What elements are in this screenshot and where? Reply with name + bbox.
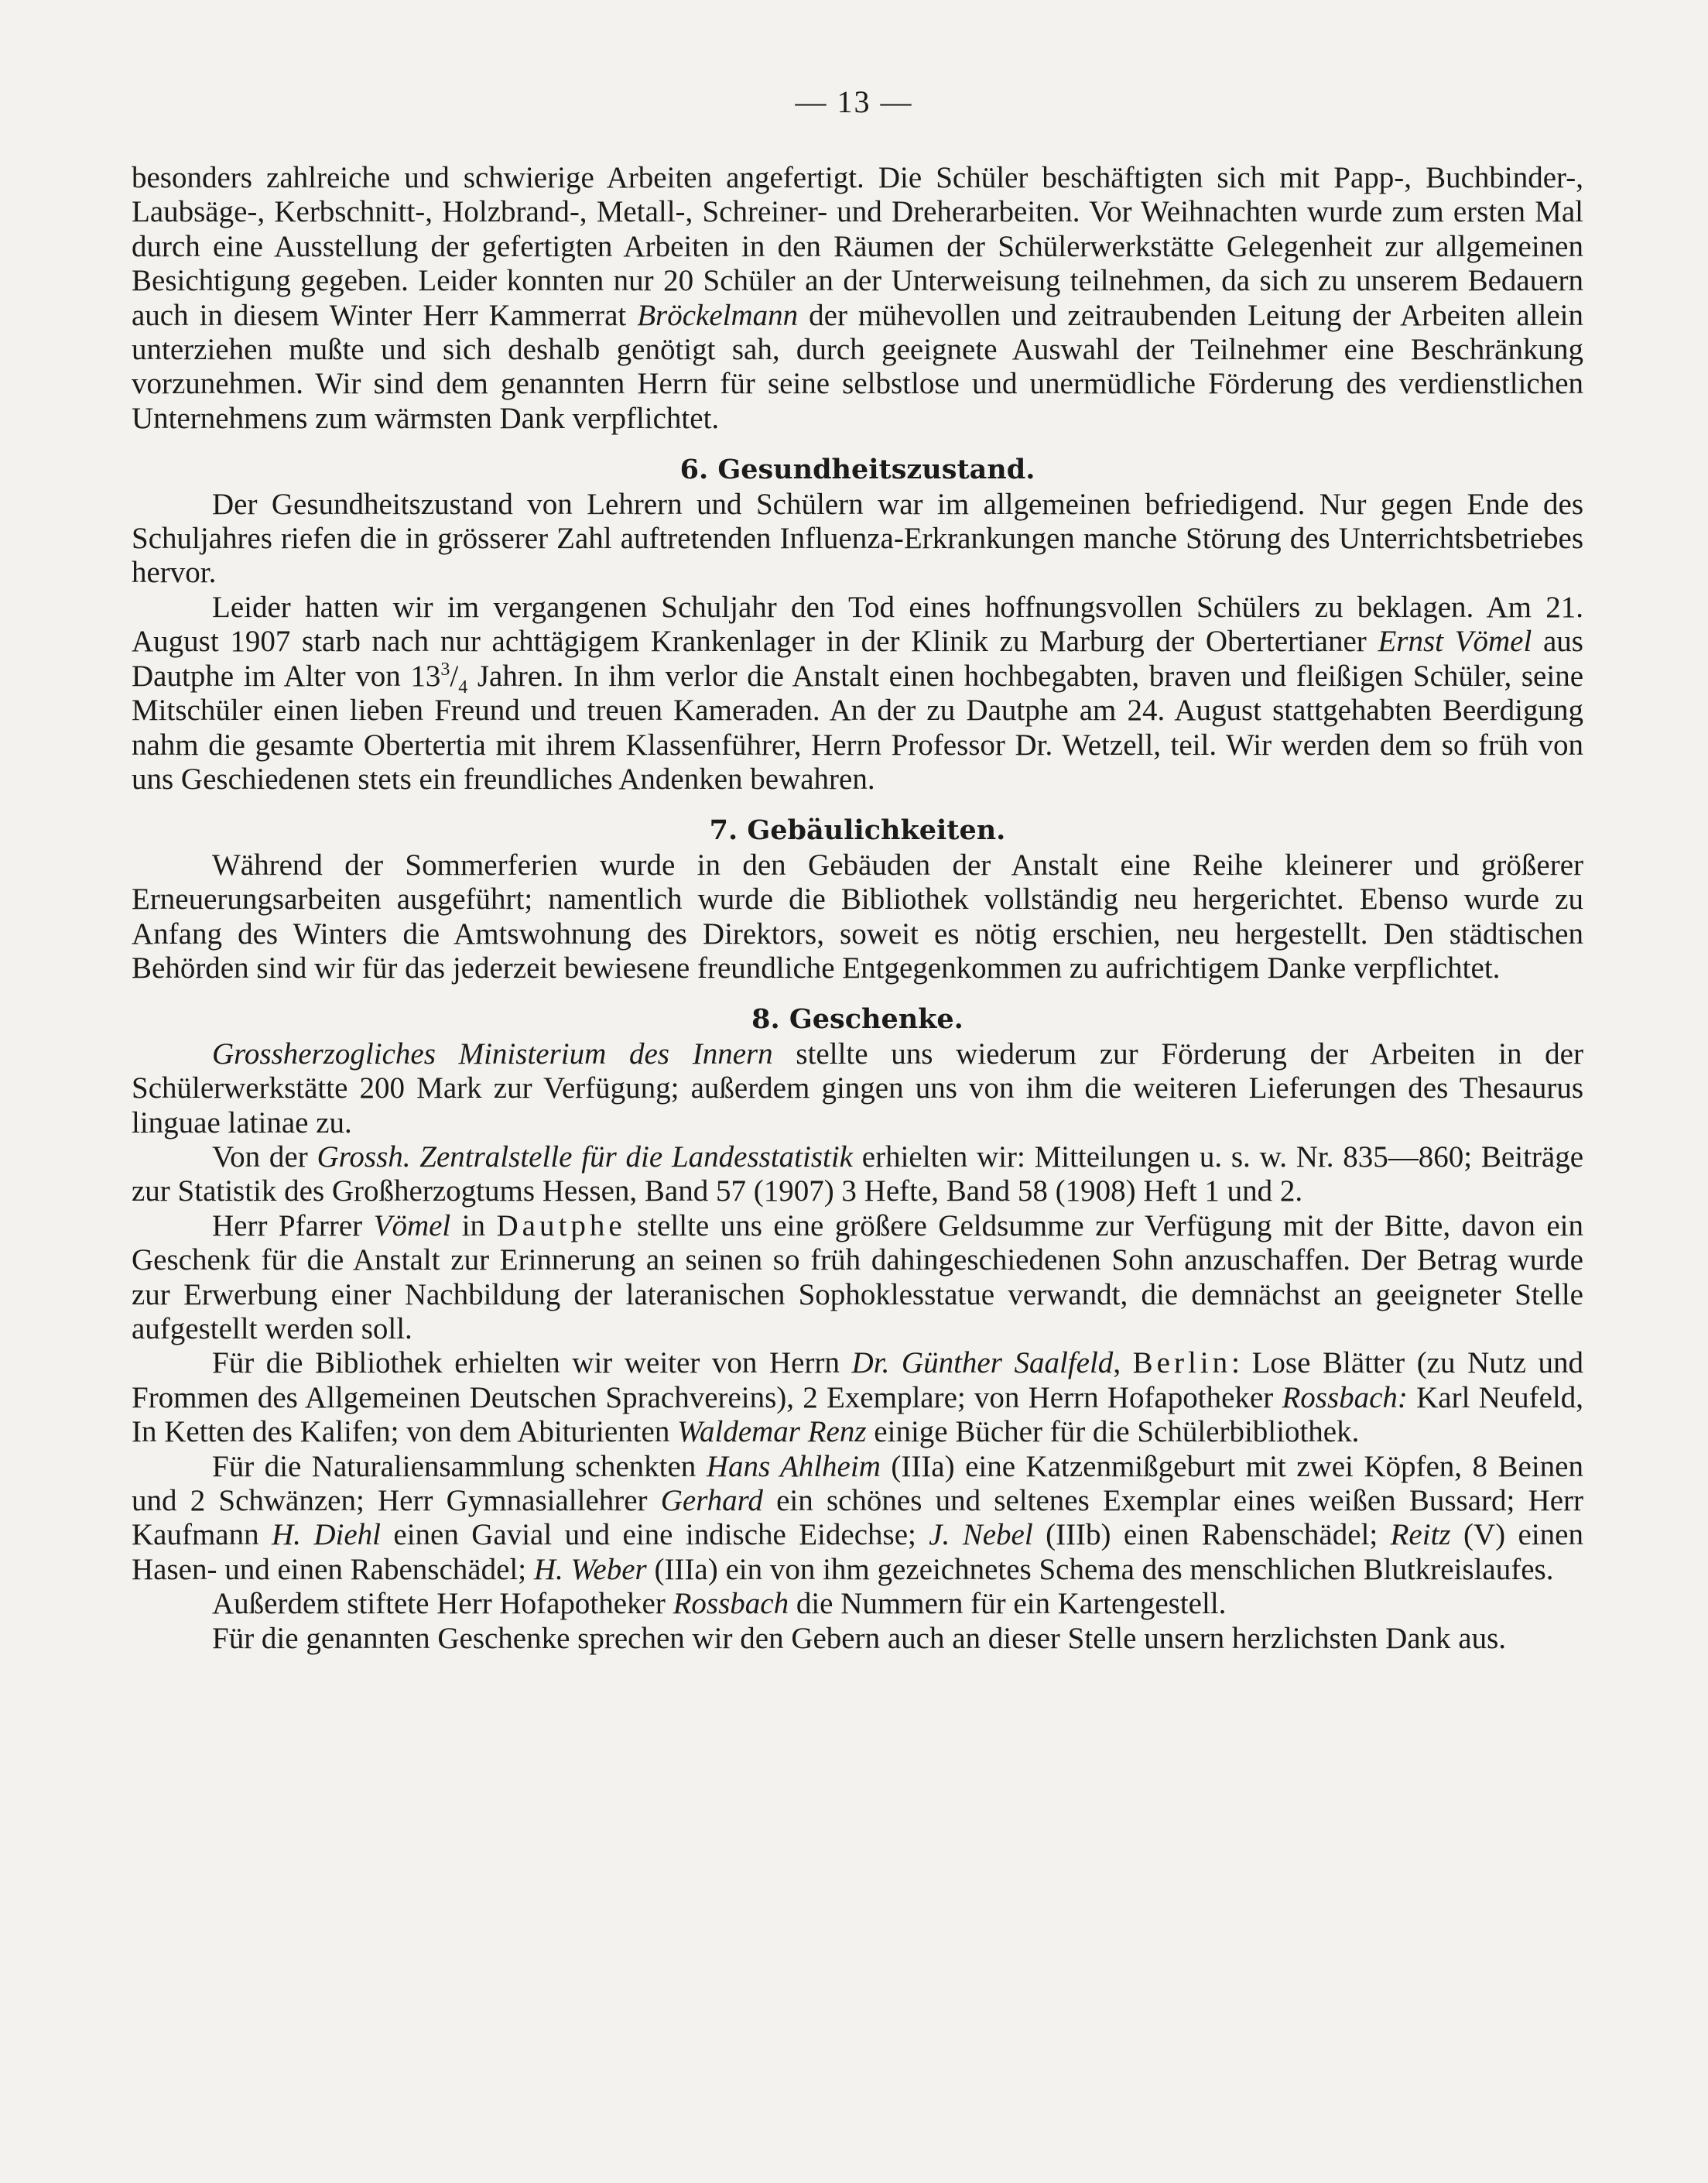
- text-run: aus Dautphe im Alter von 13: [132, 625, 1583, 693]
- paragraph: [132, 1209, 1583, 1347]
- paragraph: [132, 591, 1583, 797]
- paragraph: Für die genannten Geschenke sprechen wir den Gebern auch an dieser Stelle unsern herzlichsten Dank aus.: [212, 1621, 1507, 1655]
- person-name: J. Nebel: [929, 1518, 1033, 1552]
- person-name: Hans Ahlheim: [706, 1449, 881, 1483]
- person-name: H. Weber: [533, 1552, 647, 1586]
- text-run: besonders zahlreiche und schwierige Arbeiten angefertigt. Die Schüler beschäftigten sich mit Papp-, Buchbinder-, Laubsäge-, Kerbschnitt-, Holzbrand-, Metall-, Schreiner- und Dreherarbeiten. Vor Weihnachten wurde zum ersten Mal durch eine Ausstellung der gefertigten Arbeiten in den Räumen der Schülerwerkstätte Gelegenheit zur allgemeinen Besichtigung gegeben. Leider konnten nur 20 Schüler an der Unterweisung teilnehmen, da sich zu unserem Bedauern auch in diesem Winter Herr Kammerrat: [132, 161, 1583, 332]
- institution-name: Grossh. Zentralstelle für die Landesstatistik: [317, 1139, 853, 1174]
- text-run: ,: [1113, 1346, 1133, 1380]
- paragraph: [132, 1587, 1583, 1621]
- paragraph: [132, 1346, 1583, 1449]
- page-number: — 13 —: [795, 84, 913, 119]
- person-name: Waldemar Renz: [677, 1415, 867, 1449]
- text-run: der mühevollen und zeitraubenden Leitung der Arbeiten allein unterziehen mußte und sich deshalb genötigt sah, durch geeignete Auswahl der Teilnehmer eine Beschränkung vorzunehmen. Wir sind dem genannten Herrn für seine selbstlose und unermüdliche Förderung des verdienstlichen Unternehmens zum wärmsten Dank verpflichtet.: [132, 298, 1584, 435]
- text-run: Herr Pfarrer: [212, 1208, 374, 1242]
- text-run: Karl Neufeld, In Ketten des Kalifen; von dem Abiturienten: [132, 1380, 1584, 1449]
- section-heading-7: 7. Gebäulichkeiten.: [709, 814, 1006, 847]
- text-run: einige Bücher für die Schülerbibliothek.: [866, 1415, 1360, 1449]
- text-run: Außerdem stiftete Herr Hofapotheker: [212, 1587, 673, 1621]
- place-name: Berlin: [1132, 1346, 1232, 1380]
- fraction-slash: /: [450, 659, 459, 693]
- document-body: [132, 161, 1583, 1656]
- person-name: Bröckelmann: [637, 298, 799, 332]
- section-heading-6: 6. Gesundheitszustand.: [679, 454, 1035, 486]
- text-run: Von der: [212, 1139, 317, 1174]
- person-name: Rossbach:: [1282, 1380, 1408, 1414]
- text-run: Leider hatten wir im vergangenen Schuljahr den Tod eines hoffnungsvollen Schülers zu beklagen. Am 21. August 1907 starb nach nur achttägigem Krankenlager in der Klinik zu Marburg der Obertertianer: [132, 590, 1583, 659]
- paragraph: Während der Sommerferien wurde in den Gebäuden der Anstalt eine Reihe kleinerer und größerer Erneuerungsarbeiten ausgeführt; namentlich wurde die Bibliothek vollständig neu hergerichtet. Ebenso wurde zu Anfang des Winters die Amtswohnung des Direktors, soweit es nötig erschien, neu hergestellt. Den städtischen Behörden sind wir für das jederzeit bewiesene freundliche Entgegenkommen zu aufrichtigem Danke verpflichtet.: [132, 848, 1583, 985]
- text-run: (V) einen Hasen- und einen Rabenschädel;: [132, 1518, 1583, 1586]
- section-heading-8: 8. Geschenke.: [751, 1003, 964, 1036]
- person-name: Vömel: [373, 1208, 451, 1242]
- institution-name: Grossherzogliches Ministerium des Innern: [212, 1037, 773, 1071]
- text-run: Jahren. In ihm verlor die Anstalt einen hochbegabten, braven und fleißigen Schüler, seine Mitschüler einen lieben Freund und treuen Kameraden. An der zu Dautphe am 24. August stattgehabten Beerdigung nahm die gesamte Obertertia mit ihrem Klassenführer, Herrn Professor Dr. Wetzell, teil. Wir werden dem so früh von uns Geschiedenen stets ein freundliches Andenken bewahren.: [132, 659, 1584, 796]
- text-run: die Nummern für ein Kartengestell.: [789, 1587, 1227, 1621]
- text-run: ein schönes und seltenes Exemplar eines weißen Bussard; Herr Kaufmann: [132, 1484, 1583, 1552]
- paragraph: Der Gesundheitszustand von Lehrern und Schülern war im allgemeinen befriedigend. Nur gegen Ende des Schuljahres riefen die in grösserer Zahl auftretenden Influenza-Erkrankungen manche Störung des Unterrichtsbetriebes hervor.: [132, 487, 1583, 590]
- text-run: : Lose Blätter (zu Nutz und Frommen des Allgemeinen Deutschen Sprachvereins), 2 Exemplare; von Herrn Hofapotheker: [132, 1346, 1583, 1414]
- paragraph: [132, 1140, 1583, 1209]
- person-name: H. Diehl: [272, 1518, 381, 1552]
- text-run: stellte uns wiederum zur Förderung der Arbeiten in der Schülerwerkstätte 200 Mark zur Verfügung; außerdem gingen uns von ihm die weiteren Lieferungen des Thesaurus linguae latinae zu.: [132, 1037, 1583, 1139]
- person-name: Rossbach: [673, 1587, 789, 1621]
- text-run: (IIIa) ein von ihm gezeichnetes Schema des menschlichen Blutkreislaufes.: [646, 1552, 1554, 1586]
- person-name: Ernst Vömel: [1378, 625, 1532, 659]
- text-run: (IIIa) eine Katzenmißgeburt mit zwei Köpfen, 8 Beinen und 2 Schwänzen; Herr Gymnasiallehrer: [132, 1449, 1583, 1518]
- text-run: (IIIb) einen Rabenschädel;: [1032, 1518, 1391, 1552]
- fraction-numerator: 3: [440, 659, 450, 680]
- fraction-denominator: 4: [458, 677, 468, 697]
- text-run: erhielten wir: Mitteilungen u. s. w. Nr. 835—860; Beiträge zur Statistik des Großherzogtums Hessen, Band 57 (1907) 3 Hefte, Band 58 (1908) Heft 1 und 2.: [132, 1139, 1584, 1208]
- place-name: Dautphe: [496, 1208, 626, 1242]
- text-run: Für die Bibliothek erhielten wir weiter von Herrn: [212, 1346, 852, 1380]
- paragraph: [132, 1450, 1583, 1588]
- text-run: einen Gavial und eine indische Eidechse;: [380, 1518, 929, 1552]
- paragraph: [132, 1037, 1583, 1140]
- person-name: Dr. Günther Saalfeld: [851, 1346, 1114, 1380]
- text-run: in: [450, 1208, 497, 1242]
- person-name: Gerhard: [660, 1484, 763, 1518]
- intro-paragraph: [132, 161, 1583, 436]
- text-run: stellte uns eine größere Geldsumme zur Verfügung mit der Bitte, davon ein Geschenk für die Anstalt zur Erinnerung an seinen so früh dahingeschiedenen Sohn anzuschaffen. Der Betrag wurde zur Erwerbung einer Nachbildung der lateranischen Sophoklesstatue verwandt, die demnächst an geeigneter Stelle aufgestellt werden soll.: [132, 1208, 1583, 1345]
- person-name: Reitz: [1390, 1518, 1451, 1552]
- text-run: Für die Naturaliensammlung schenkten: [212, 1449, 707, 1483]
